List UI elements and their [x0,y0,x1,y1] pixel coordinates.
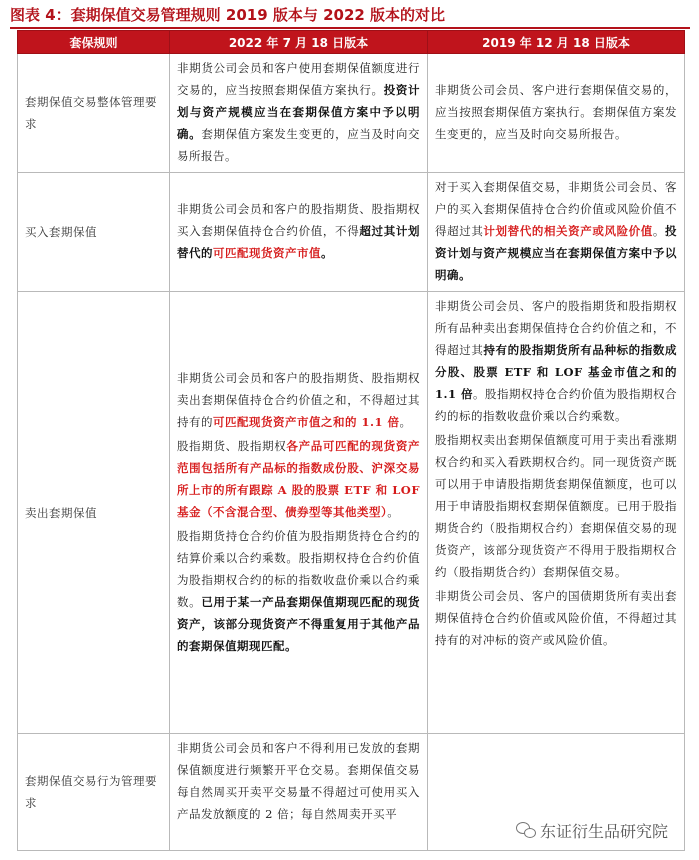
bold-text: 投资计划与资产规模应当在套期保值方案中予以明确。 [177,83,421,141]
highlighted-text: 可匹配现货资产市值 [213,246,321,260]
cell-text: 套期保值方案发生变更的，应当及时向交易所报告。 [177,127,421,163]
cell-text: 股指期货、股指期权 [177,438,287,453]
cell-paragraph [435,295,677,427]
cell-text: 非期货公司会员和客户不得利用已发放的套期保值额度进行频繁开平仓交易。套期保值交易每自然周买开卖平交易量不得超过可使用买入产品发放额度的 2 倍；每自然周卖开买平 [177,741,420,821]
version-2019-cell [428,292,685,734]
table-row [18,54,685,173]
highlighted-text: 可匹配现货资产市值之和的 1.1 倍 [213,414,400,429]
rule-cell: 卖出套期保值 [18,292,170,734]
cell-paragraph [435,79,677,145]
rule-cell: 套期保值交易行为管理要求 [18,734,170,851]
cell-paragraph [177,367,420,433]
cell-text: 非期货公司会员、客户的股指期货和股指期权所有品种卖出套期保值持仓合约价值之和，不得超过其 [435,299,677,357]
version-2019-cell [428,54,685,173]
cell-text: 。 [652,224,666,238]
figure-title: 图表 4：套期保值交易管理规则 2019 版本与 2022 版本的对比 [10,6,446,24]
version-2022-cell [170,54,428,173]
version-2019-cell [428,173,685,292]
rule-cell: 套期保值交易整体管理要求 [18,54,170,173]
cell-text: 股指期权卖出套期保值额度可用于卖出看涨期权合约和买入看跌期权合约。同一现货资产既可以用于申请股指期货套期保值额度，也可以用于申请股指期权套期保值额度。已用于股指期货合约（股指期权合约）套期保值交易的现货资产，该部分现货资产不得用于股指期权合约（股指期货合约）套期保值交易。 [435,433,677,579]
cell-paragraph [177,435,420,523]
table-row [18,292,685,734]
cell-text: 股指期货持仓合约价值为股指期货持仓合约的结算价乘以合约乘数。股指期权持仓合约价值为股指期权合约的标的指数收盘价乘以合约乘数。 [177,528,420,609]
bold-text: 。 [321,246,333,260]
highlighted-text: 计划替代的相关资产或风险价值 [483,224,653,238]
cell-text: 非期货公司会员和客户使用套期保值额度进行交易的，应当按照套期保值方案执行。 [177,61,420,97]
cell-text: 。股指期权持仓合约价值为股指期权合约的标的指数收盘价乘以合约乘数。 [435,387,678,423]
table-row [18,173,685,292]
version-2022-cell [170,292,428,734]
header-rule: 套保规则 [18,31,170,54]
rule-cell: 买入套期保值 [18,173,170,292]
cell-paragraph [177,57,420,167]
cell-text: 。 [399,414,412,429]
cell-text: 对于买入套期保值交易，非期货公司会员、客户的买入套期保值持仓合约价值或风险价值不得超过其 [435,180,677,238]
watermark [512,818,672,842]
cell-paragraph [435,429,677,583]
cell-text: 。 [387,504,400,519]
comparison-table [17,30,685,851]
bold-text: 投资计划与资产规模应当在套期保值方案中予以明确。 [435,224,678,282]
bold-text: 持有的股指期货所有品种标的指数成分股、股票 ETF 和 LOF 基金市值之和的 1.1 倍 [435,343,677,401]
highlighted-text: 各产品可匹配的现货资产范围包括所有产品标的指数成份股、沪深交易所上市的所有跟踪 A 股的股票 ETF 和 LOF 基金（不含混合型、债券型等其他类型） [177,438,420,519]
cell-paragraph [435,176,677,286]
cell-text: 非期货公司会员和客户的股指期货、股指期权卖出套期保值持仓合约价值之和，不得超过其持有的 [177,370,420,429]
title-divider [10,27,690,29]
cell-paragraph [177,198,420,264]
cell-text: 非期货公司会员、客户进行套期保值交易的，应当按照套期保值方案执行。套期保值方案发生变更的，应当及时向交易所报告。 [435,83,677,141]
version-2022-cell [170,173,428,292]
cell-paragraph [177,737,420,825]
bold-text: 已用于某一产品套期保值期现匹配的现货资产，该部分现货资产不得重复用于其他产品的套期保值期现匹配。 [177,594,421,653]
cell-text: 非期货公司会员、客户的国债期货所有卖出套期保值持仓合约价值或风险价值，不得超过其持有的对冲标的资产或风险价值。 [435,589,677,647]
cell-text: 非期货公司会员和客户的股指期货、股指期权买入套期保值持仓合约价值，不得 [177,202,420,238]
cell-paragraph [177,525,420,657]
bold-text: 超过其计划替代的 [177,224,421,260]
cell-paragraph [435,585,677,651]
version-2022-cell [170,734,428,851]
header-2022: 2022 年 7 月 18 日版本 [170,31,428,54]
header-2019: 2019 年 12 月 18 日版本 [428,31,685,54]
wechat-icon [516,822,536,838]
table-header-row [18,31,685,54]
watermark-text: 东证衍生品研究院 [540,821,669,841]
